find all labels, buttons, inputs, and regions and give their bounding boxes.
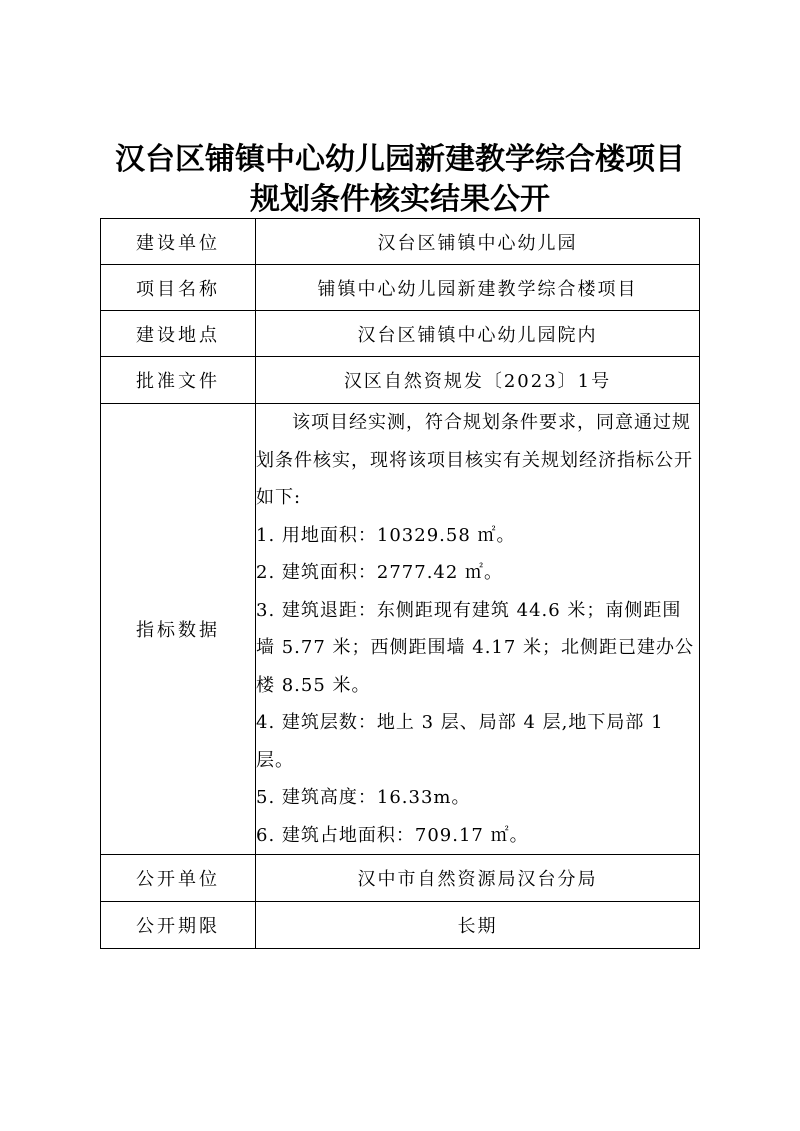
label-location: 建设地点 <box>101 311 256 357</box>
indicator-item-1: 1. 用地面积：10329.58 ㎡。 <box>256 524 516 546</box>
table-row-location <box>101 311 700 357</box>
value-project-name: 铺镇中心幼儿园新建教学综合楼项目 <box>256 265 700 311</box>
label-construction-unit: 建设单位 <box>101 219 256 265</box>
indicator-item-6: 6. 建筑占地面积：709.17 ㎡。 <box>256 824 529 846</box>
indicators-intro: 该项目经实测，符合规划条件要求，同意通过规划条件核实，现将该项目核实有关规划经济指标公开如下: <box>256 412 693 508</box>
value-construction-unit: 汉台区铺镇中心幼儿园 <box>256 219 700 265</box>
table-row-indicators <box>101 404 700 855</box>
indicator-item-3: 3. 建筑退距：东侧距现有建筑 44.6 米；南侧距围墙 5.77 米；西侧距围墙 4.17 米；北侧距已建办公楼 8.55 米。 <box>256 599 695 696</box>
indicator-item-4: 4. 建筑层数：地上 3 层、局部 4 层,地下局部 1 层。 <box>256 712 664 771</box>
table-row-project <box>101 265 700 311</box>
table-row-publisher <box>101 855 700 902</box>
value-location: 汉台区铺镇中心幼儿园院内 <box>256 311 700 357</box>
label-publisher: 公开单位 <box>101 855 256 902</box>
table-row-unit <box>101 219 700 265</box>
indicators-content <box>256 404 700 855</box>
label-indicators: 指标数据 <box>101 404 256 855</box>
value-publisher: 汉中市自然资源局汉台分局 <box>256 855 700 902</box>
table-row-approval <box>101 357 700 404</box>
indicator-item-5: 5. 建筑高度：16.33m。 <box>256 787 471 808</box>
indicator-item-2: 2. 建筑面积：2777.42 ㎡。 <box>256 562 504 583</box>
title-line-2: 规划条件核实结果公开 <box>250 182 550 217</box>
table-row-period <box>101 902 700 949</box>
document-title <box>0 140 800 220</box>
title-line-1: 汉台区铺镇中心幼儿园新建教学综合楼项目 <box>115 142 685 177</box>
value-approval-document: 汉区自然资规发〔2023〕1号 <box>256 357 700 404</box>
label-project-name: 项目名称 <box>101 265 256 311</box>
label-approval-document: 批准文件 <box>101 357 256 404</box>
label-disclosure-period: 公开期限 <box>101 902 256 949</box>
value-disclosure-period: 长期 <box>256 902 700 949</box>
info-table <box>100 218 700 949</box>
